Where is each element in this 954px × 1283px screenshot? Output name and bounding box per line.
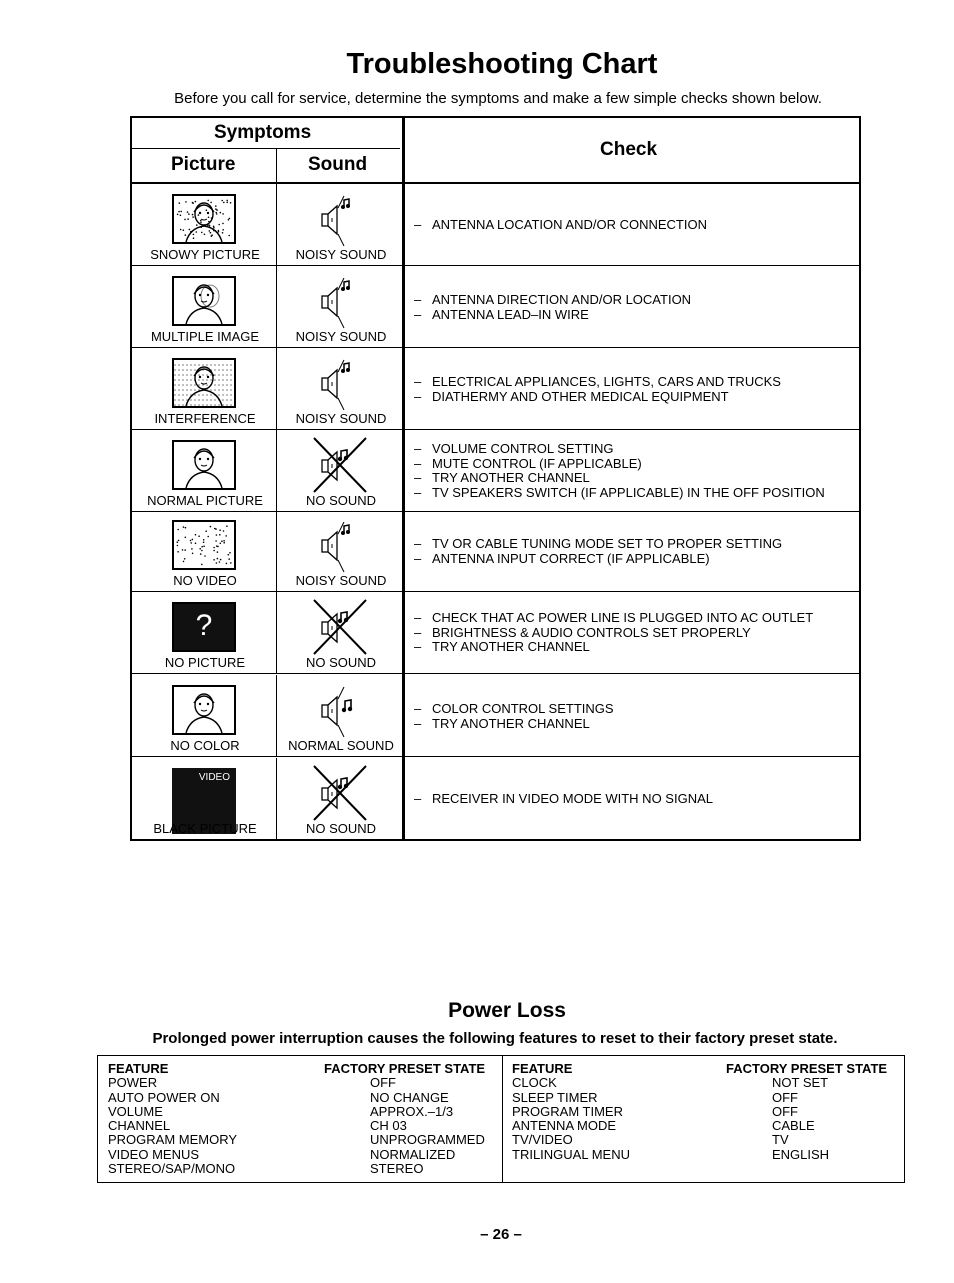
tv-screen-icon xyxy=(172,520,236,570)
dash-bullet: – xyxy=(414,306,422,322)
check-item xyxy=(404,308,854,323)
check-item xyxy=(404,640,854,655)
chart-row xyxy=(132,675,859,757)
sound-symptom-label: NORMAL SOUND xyxy=(288,738,394,753)
feature-cell: SLEEP TIMER xyxy=(512,1089,598,1105)
picture-symptom-label: NO COLOR xyxy=(170,738,240,753)
speaker-icon xyxy=(310,354,370,412)
check-text: VOLUME CONTROL SETTING xyxy=(432,441,614,456)
tv-screen-icon xyxy=(172,276,236,326)
state-cell: UNPROGRAMMED xyxy=(370,1132,485,1148)
feature-cell: ANTENNA MODE xyxy=(512,1118,617,1134)
check-list xyxy=(404,702,854,731)
dash-bullet: – xyxy=(414,610,422,625)
dash-bullet: – xyxy=(414,470,422,485)
picture-symptom-label: NO VIDEO xyxy=(173,573,237,588)
state-cell: CABLE xyxy=(772,1118,815,1134)
check-text: MUTE CONTROL (IF APPLICABLE) xyxy=(432,455,642,471)
face-drawing xyxy=(174,360,234,406)
check-header: Check xyxy=(600,139,658,160)
sound-symptom-label: NOISY SOUND xyxy=(295,329,387,344)
right-state-column xyxy=(726,1062,887,1162)
check-text: TRY ANOTHER CHANNEL xyxy=(432,639,590,654)
video-label: VIDEO xyxy=(198,772,230,783)
check-text: RECEIVER IN VIDEO MODE WITH NO SIGNAL xyxy=(432,791,713,806)
check-list xyxy=(404,218,854,233)
tv-screen-icon xyxy=(172,602,236,652)
chart-row xyxy=(132,758,859,840)
question-mark: ? xyxy=(195,609,213,642)
state-cell: OFF xyxy=(370,1075,396,1091)
dash-bullet: – xyxy=(414,484,422,500)
left-feature-column xyxy=(108,1062,237,1176)
state-cell: TV xyxy=(772,1132,789,1148)
power-loss-divider xyxy=(502,1056,503,1182)
picture-symptom-label: NORMAL PICTURE xyxy=(147,493,263,508)
check-text: ELECTRICAL APPLIANCES, LIGHTS, CARS AND TRUCKS xyxy=(432,374,781,389)
symptoms-rule xyxy=(132,148,400,149)
feature-cell: PROGRAM MEMORY xyxy=(108,1132,238,1148)
check-item xyxy=(404,457,854,472)
picture-sound-divider xyxy=(276,148,277,182)
sound-symptom-label: NOISY SOUND xyxy=(295,573,387,588)
sound-symptom-label: NOISY SOUND xyxy=(295,411,387,426)
chart-row xyxy=(132,266,859,348)
dash-bullet: – xyxy=(414,374,422,389)
check-item xyxy=(404,717,854,732)
chart-row xyxy=(132,592,859,674)
chart-row xyxy=(132,510,859,592)
row-divider xyxy=(132,756,859,757)
check-item xyxy=(404,626,854,641)
check-item xyxy=(404,552,854,567)
feature-cell: STEREO/SAP/MONO xyxy=(108,1161,236,1177)
speaker-icon xyxy=(310,272,370,330)
state-cell: APPROX.–1/3 xyxy=(370,1103,454,1119)
state-cell: NOT SET xyxy=(772,1075,829,1091)
dash-bullet: – xyxy=(414,455,422,471)
dash-bullet: – xyxy=(414,550,422,566)
feature-cell: TRILINGUAL MENU xyxy=(512,1146,630,1162)
left-state-column xyxy=(324,1062,485,1176)
muted-speaker-icon xyxy=(310,598,370,656)
check-list xyxy=(404,442,854,500)
check-item xyxy=(404,375,854,390)
tv-screen-icon xyxy=(172,358,236,408)
dash-bullet: – xyxy=(414,217,422,232)
feature-cell: VIDEO MENUS xyxy=(108,1146,200,1162)
state-header: FACTORY PRESET STATE xyxy=(324,1061,486,1076)
sound-symptom-label: NO SOUND xyxy=(305,493,377,508)
picture-symptom-label: SNOWY PICTURE xyxy=(150,247,260,262)
picture-symptom-label: NO PICTURE xyxy=(164,655,246,670)
dash-bullet: – xyxy=(414,292,422,307)
check-list xyxy=(404,293,854,322)
check-text: TV OR CABLE TUNING MODE SET TO PROPER SETTING xyxy=(432,536,783,551)
tv-screen-icon xyxy=(172,685,236,735)
dash-bullet: – xyxy=(414,791,422,806)
tv-screen-icon xyxy=(172,440,236,490)
check-item xyxy=(404,293,854,308)
troubleshooting-chart xyxy=(130,116,861,841)
sound-symptom-label: NO SOUND xyxy=(305,655,377,670)
feature-header: FEATURE xyxy=(108,1061,169,1076)
check-text: TV SPEAKERS SWITCH (IF APPLICABLE) IN THE OFF POSITION xyxy=(432,484,825,500)
feature-cell: CHANNEL xyxy=(108,1118,171,1134)
check-list xyxy=(404,375,854,404)
check-item xyxy=(404,537,854,552)
page-number: – 26 – xyxy=(480,1226,522,1243)
picture-symptom-label: MULTIPLE IMAGE xyxy=(150,329,260,344)
dash-bullet: – xyxy=(414,441,422,456)
symptoms-header: Symptoms xyxy=(214,122,312,143)
feature-cell: VOLUME xyxy=(108,1103,163,1119)
check-list xyxy=(404,611,854,655)
check-item xyxy=(404,611,854,626)
page-title: Troubleshooting Chart xyxy=(346,48,658,80)
chart-row xyxy=(132,348,859,430)
face-drawing xyxy=(174,196,234,242)
check-text: TRY ANOTHER CHANNEL xyxy=(432,715,590,731)
feature-header: FEATURE xyxy=(512,1061,573,1076)
muted-speaker-icon xyxy=(310,436,370,494)
state-cell: OFF xyxy=(772,1089,798,1105)
check-item xyxy=(404,471,854,486)
picture-symptom-label: BLACK PICTURE xyxy=(153,821,257,836)
feature-cell: POWER xyxy=(108,1075,158,1091)
dash-bullet: – xyxy=(414,639,422,654)
right-feature-column xyxy=(512,1062,630,1162)
check-text: ANTENNA DIRECTION AND/OR LOCATION xyxy=(432,292,692,307)
power-loss-title: Power Loss xyxy=(448,999,566,1022)
state-cell: NORMALIZED xyxy=(370,1146,456,1162)
state-cell: ENGLISH xyxy=(772,1146,830,1162)
check-item xyxy=(404,792,854,807)
face-drawing xyxy=(174,442,234,488)
check-text: DIATHERMY AND OTHER MEDICAL EQUIPMENT xyxy=(432,388,729,404)
state-header: FACTORY PRESET STATE xyxy=(726,1061,888,1076)
sound-header: Sound xyxy=(308,154,368,175)
dash-bullet: – xyxy=(414,715,422,731)
speaker-icon xyxy=(310,681,370,739)
check-item xyxy=(404,702,854,717)
feature-cell: TV/VIDEO xyxy=(512,1132,573,1148)
face-drawing xyxy=(174,687,234,733)
chart-row xyxy=(132,430,859,512)
check-text: ANTENNA LEAD–IN WIRE xyxy=(432,306,589,322)
state-cell: STEREO xyxy=(370,1161,424,1177)
state-cell: OFF xyxy=(772,1103,798,1119)
picture-header: Picture xyxy=(171,154,236,175)
check-item xyxy=(404,486,854,501)
sound-symptom-label: NOISY SOUND xyxy=(295,247,387,262)
picture-symptom-label: INTERFERENCE xyxy=(154,411,256,426)
check-text: ANTENNA LOCATION AND/OR CONNECTION xyxy=(432,217,707,232)
feature-cell: PROGRAM TIMER xyxy=(512,1103,623,1119)
check-text: TRY ANOTHER CHANNEL xyxy=(432,470,590,485)
speaker-icon xyxy=(310,516,370,574)
face-drawing xyxy=(174,278,234,324)
state-cell: NO CHANGE xyxy=(370,1089,449,1105)
feature-cell: AUTO POWER ON xyxy=(108,1089,220,1105)
sound-symptom-label: NO SOUND xyxy=(305,821,377,836)
power-loss-table xyxy=(97,1055,905,1183)
check-list xyxy=(404,537,854,566)
check-item xyxy=(404,442,854,457)
tv-screen-icon xyxy=(172,194,236,244)
dash-bullet: – xyxy=(414,701,422,716)
speaker-icon xyxy=(310,190,370,248)
check-item xyxy=(404,390,854,405)
check-list xyxy=(404,792,854,807)
dash-bullet: – xyxy=(414,388,422,404)
check-text: ANTENNA INPUT CORRECT (IF APPLICABLE) xyxy=(432,550,710,566)
chart-row xyxy=(132,184,859,266)
feature-cell: CLOCK xyxy=(512,1075,557,1091)
state-cell: CH 03 xyxy=(370,1118,407,1134)
power-loss-intro: Prolonged power interruption causes the following features to reset to their factory preset state. xyxy=(152,1030,838,1047)
check-item xyxy=(404,218,854,233)
dash-bullet: – xyxy=(414,624,422,640)
check-text: CHECK THAT AC POWER LINE IS PLUGGED INTO AC OUTLET xyxy=(432,610,814,625)
muted-speaker-icon xyxy=(310,764,370,822)
row-divider xyxy=(132,673,859,674)
check-text: COLOR CONTROL SETTINGS xyxy=(432,701,614,716)
intro-text: Before you call for service, determine the symptoms and make a few simple checks shown below. xyxy=(174,90,822,107)
dash-bullet: – xyxy=(414,536,422,551)
check-text: BRIGHTNESS & AUDIO CONTROLS SET PROPERLY xyxy=(432,624,751,640)
